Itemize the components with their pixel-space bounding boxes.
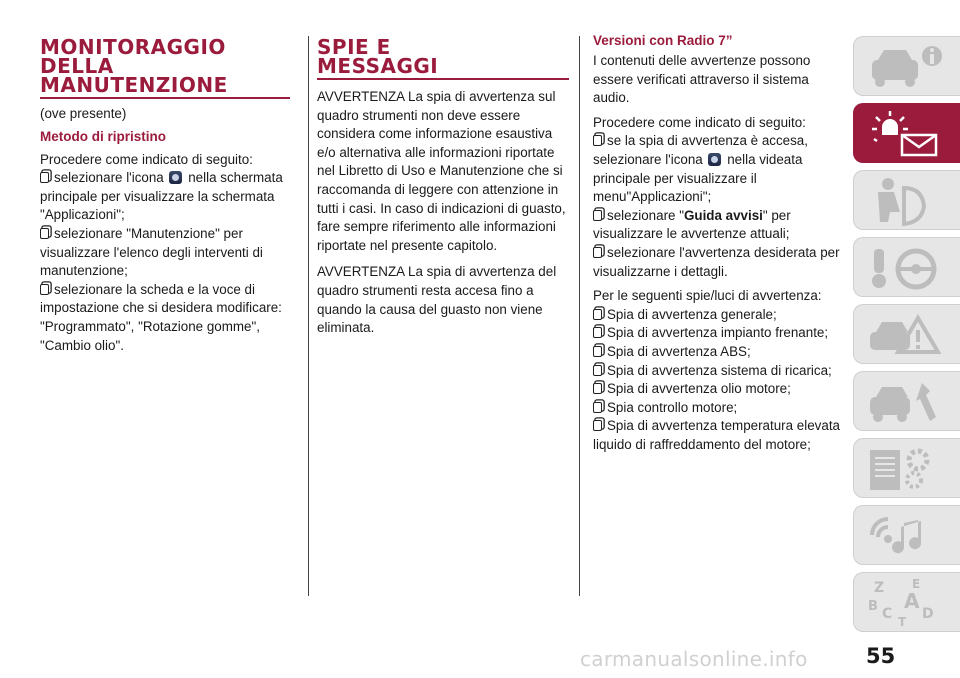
list-item: Spia di avvertenza sistema di ricarica; xyxy=(593,362,841,381)
section-title-warnings: SPIE E MESSAGGI xyxy=(317,35,439,78)
paragraph-1: I contenuti delle avvertenze possono essere verificati attraverso il sistema audio. xyxy=(593,53,811,106)
watermark: carmanualsonline.info xyxy=(580,647,808,671)
tab-maintenance[interactable] xyxy=(853,371,960,431)
list-item: Spia di avvertenza impianto frenante; xyxy=(593,324,841,343)
warning-lights-messages-icon xyxy=(864,109,950,159)
index-letter: E xyxy=(912,578,921,591)
index-letter: T xyxy=(898,615,907,628)
list-intro: Per le seguenti spie/luci di avvertenza: xyxy=(593,288,822,304)
bullet-icon xyxy=(40,284,49,295)
bullet-icon xyxy=(40,228,49,239)
subtitle-reset: Metodo di ripristino xyxy=(40,128,166,144)
bullet-icon xyxy=(593,210,602,221)
tab-safety[interactable] xyxy=(853,170,960,230)
column-divider xyxy=(308,36,309,596)
step-2: selezionare "Guida avvisi" per visualizzare le avvertenze attuali; xyxy=(593,207,791,242)
list-item: Spia controllo motore; xyxy=(593,399,841,418)
tab-starting-driving[interactable] xyxy=(853,237,960,297)
bullet-icon xyxy=(593,420,602,431)
page-number: 55 xyxy=(866,644,896,668)
step-2: selezionare "Manutenzione" per visualizzare l'elenco degli interventi di manutenzione; xyxy=(40,225,263,279)
column-radio xyxy=(593,0,841,454)
section-title-maintenance: MONITORAGGIO DELLA MANUTENZIONE xyxy=(40,35,228,97)
column-divider xyxy=(579,36,580,596)
maintenance-icon xyxy=(864,377,950,427)
tab-car-info[interactable] xyxy=(853,36,960,96)
bullet-icon xyxy=(593,135,602,146)
step-3: selezionare l'avvertenza desiderata per visualizzarne i dettagli. xyxy=(593,244,840,279)
multimedia-icon xyxy=(864,511,950,561)
index-icon xyxy=(864,578,950,628)
bullet-icon xyxy=(593,309,602,320)
warning-1: AVVERTENZA La spia di avvertenza sul quadro strumenti non deve essere considera come informazione esaustiva e/o alternativa alle informazioni riportate nel Libretto di Uso e Manutenzione che si raccomanda di leggere con attenzione in tutti i casi. In caso di indicazioni di guasto, fare sempre riferimento alle informazioni riportate nel presente capitolo. xyxy=(317,89,566,253)
title-rule xyxy=(40,97,290,99)
index-letter: B xyxy=(868,599,878,614)
emergency-icon xyxy=(864,310,950,360)
list-item: Spia di avvertenza ABS; xyxy=(593,343,841,362)
intro: Procedere come indicato di seguito: selezionare l'icona nella schermata principale per visualizzare la schermata "Applicazioni"; selezionare "Manutenzione" per visualizzare l'elenco degli interventi di manutenzione; selezionare la scheda e la voce di impostazione che si desidera modificare: "Programmato", "Rotazione gomme", "Cambio olio". xyxy=(40,151,290,356)
bullet-icon xyxy=(593,327,602,338)
bullet-icon xyxy=(593,365,602,376)
bullet-icon xyxy=(593,346,602,357)
warning-2: AVVERTENZA La spia di avvertenza del quadro strumenti resta accesa fino a quando la causa del guasto non viene eliminata. xyxy=(317,264,557,336)
tab-emergency[interactable] xyxy=(853,304,960,364)
tab-multimedia[interactable] xyxy=(853,505,960,565)
warning-list xyxy=(593,306,841,455)
title-rule xyxy=(317,78,569,80)
bullet-icon xyxy=(593,402,602,413)
bullet-icon xyxy=(593,247,602,258)
applications-icon xyxy=(708,153,721,166)
index-letter: Z xyxy=(874,580,885,596)
column-maintenance xyxy=(40,0,290,355)
index-letter: A xyxy=(904,589,920,613)
starting-driving-icon xyxy=(864,243,950,293)
list-item: Spia di avvertenza olio motore; xyxy=(593,380,841,399)
car-info-icon xyxy=(864,42,950,92)
index-letter: D xyxy=(922,606,934,622)
list-item: Spia di avvertenza temperatura elevata liquido di raffreddamento del motore; xyxy=(593,418,840,452)
index-letter: C xyxy=(882,606,893,622)
step-1: se la spia di avvertenza è accesa, selezionare l'icona nella videata principale per visualizzare il menu"Applicazioni"; xyxy=(593,133,808,205)
note: (ove presente) xyxy=(40,106,127,121)
technical-data-icon xyxy=(864,444,950,494)
instructions: Procedere come indicato di seguito: se la spia di avvertenza è accesa, selezionare l'icona nella videata principale per visualizzare il menu"Applicazioni"; selezionare "Guida avvisi" per visualizzare le avvertenze attuali; selezionare l'avvertenza desiderata per visualizzarne i dettagli. xyxy=(593,114,841,281)
list-item: Spia di avvertenza generale; xyxy=(593,306,841,325)
step-3: selezionare la scheda e la voce di impostazione che si desidera modificare: "Programmato", "Rotazione gomme", "Cambio olio". xyxy=(40,281,282,353)
step-1: selezionare l'icona nella schermata principale per visualizzare la schermata "Applicazioni"; xyxy=(40,170,283,223)
tab-technical-data[interactable] xyxy=(853,438,960,498)
tab-warning-lights[interactable] xyxy=(853,103,960,163)
applications-icon xyxy=(169,171,182,184)
column-warning-lights xyxy=(317,0,569,338)
tab-index[interactable] xyxy=(853,572,960,632)
bullet-icon xyxy=(593,383,602,394)
bullet-icon xyxy=(40,172,49,183)
safety-icon xyxy=(864,176,950,226)
subtitle-radio: Versioni con Radio 7” xyxy=(593,33,733,48)
